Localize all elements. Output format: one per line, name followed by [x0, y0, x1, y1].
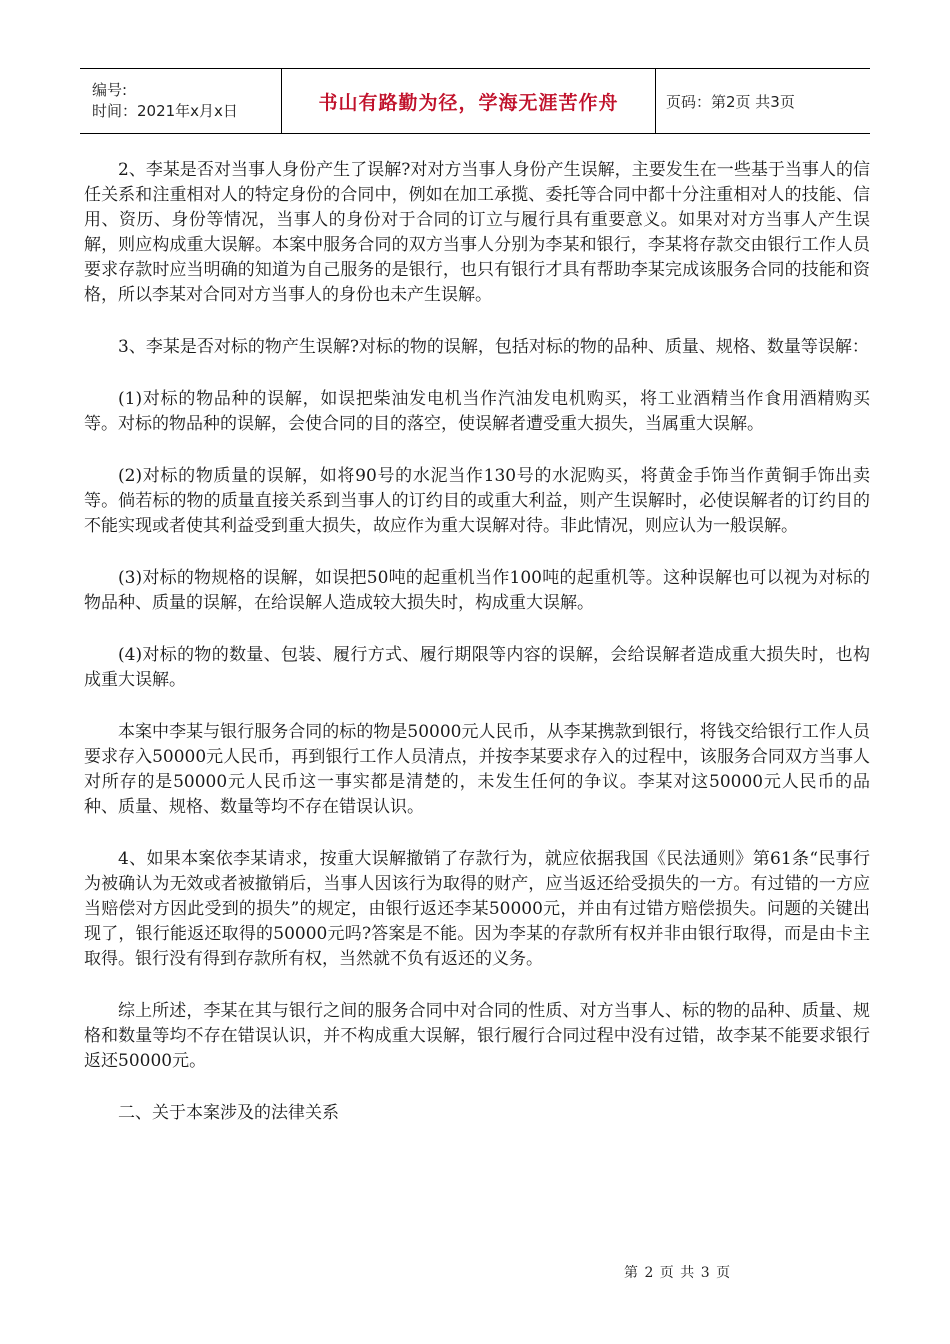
paragraph-case-subject-matter: 本案中李某与银行服务合同的标的物是50000元人民币，从李某携款到银行，将钱交给银行工作人员要求存入50000元人民币，再到银行工作人员清点，并按李某要求存入的过程中，该服务合同双方当事人对所存的是50000元人民币这一事实都是清楚的，未发生任何的争议。李某对这50000元人民币的品种、质量、规格、数量等均不存在错误认识。 [84, 722, 870, 817]
paragraph-identity-misunderstanding: 2、李某是否对当事人身份产生了误解?对对方当事人身份产生误解，主要发生在一些基于当事人的信任关系和注重相对人的特定身份的合同中，例如在加工承揽、委托等合同中都十分注重相对人的技能、信用、资历、身份等情况，当事人的身份对于合同的订立与履行具有重要意义。如果对对方当事人产生误解，则应构成重大误解。本案中服务合同的双方当事人分别为李某和银行，李某将存款交由银行工作人员要求存款时应当明确的知道为自己服务的是银行，也只有银行才具有帮助李某完成该服务合同的技能和资格，所以李某对合同对方当事人的身份也未产生误解。 [84, 160, 870, 305]
paragraph-specification-misunderstanding: (3)对标的物规格的误解，如误把50吨的起重机当作100吨的起重机等。这种误解也可以视为对标的物品种、质量的误解，在给误解人造成较大损失时，构成重大误解。 [84, 568, 870, 613]
header-meta [80, 69, 282, 133]
paragraph-subject-matter-misunderstanding: 3、李某是否对标的物产生误解?对标的物的误解，包括对标的物的品种、质量、规格、数量等误解： [118, 337, 869, 357]
paragraph-conclusion: 综上所述，李某在其与银行之间的服务合同中对合同的性质、对方当事人、标的物的品种、质量、规格和数量等均不存在错误认识，并不构成重大误解，银行履行合同过程中没有过错，故李某不能要求银行返还50000元。 [84, 1001, 870, 1071]
paragraph-revocation-analysis: 4、如果本案依李某请求，按重大误解撤销了存款行为，就应依据我国《民法通则》第61条“民事行为被确认为无效或者被撤销后，当事人因该行为取得的财产，应当返还给受损失的一方。有过错的一方应当赔偿对方因此受到的损失”的规定，由银行返还李某50000元，并由有过错方赔偿损失。问题的关键出现了，银行能返还取得的50000元吗?答案是不能。因为李某的存款所有权并非由银行取得，而是由卡主取得。银行没有得到存款所有权，当然就不负有返还的义务。 [84, 849, 870, 969]
page-header [80, 68, 870, 134]
paragraph-quality-misunderstanding: (2)对标的物质量的误解，如将90号的水泥当作130号的水泥购买，将黄金手饰当作黄铜手饰出卖等。倘若标的物的质量直接关系到当事人的订约目的或重大利益，则产生误解时，必使误解者的订约目的不能实现或者使其利益受到重大损失，故应作为重大误解对待。非此情况，则应认为一般误解。 [84, 466, 870, 536]
document-body [84, 158, 870, 1126]
paragraph-quantity-misunderstanding: (4)对标的物的数量、包装、履行方式、履行期限等内容的误解，会给误解者造成重大损失时，也构成重大误解。 [84, 645, 870, 690]
motto-text: 书山有路勤为径，学海无涯苦作舟 [318, 91, 619, 114]
section-heading-legal-relations: 二、关于本案涉及的法律关系 [118, 1103, 339, 1123]
document-number-label: 编号: [92, 81, 128, 99]
footer-page-number: 第 2 页 共 3 页 [624, 1265, 732, 1281]
paragraph-variety-misunderstanding: (1)对标的物品种的误解，如误把柴油发电机当作汽油发电机购买，将工业酒精当作食用酒精购买等。对标的物品种的误解，会使合同的目的落空，使误解者遭受重大损失，当属重大误解。 [84, 389, 870, 434]
header-motto [282, 69, 656, 133]
document-time-label: 时间：2021年x月x日 [92, 102, 238, 120]
header-page-info [656, 69, 870, 133]
header-page-label: 页码：第2页 共3页 [666, 92, 795, 111]
